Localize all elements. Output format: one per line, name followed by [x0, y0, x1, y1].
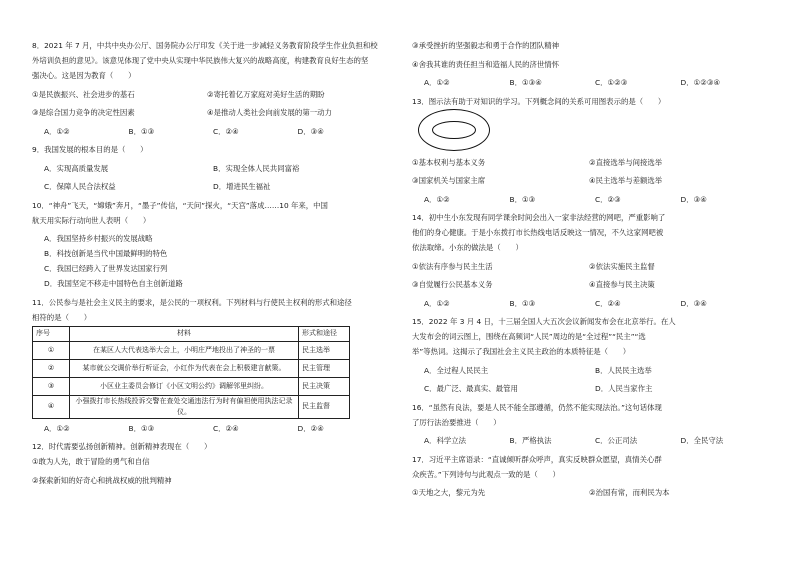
question-16-option-c: C．公正司法: [595, 436, 638, 445]
question-10-stem-line: 航天用实际行动向世人表明（ ）: [32, 215, 151, 225]
table-header-row: [33, 326, 350, 341]
question-13-option-a: A．①②: [424, 194, 450, 204]
question-12-option-a: A．①②: [424, 78, 450, 87]
question-13-item: ①基本权利与基本义务: [412, 157, 486, 167]
question-14-item: ③自觉履行公民基本义务: [412, 280, 493, 289]
table-cell: 在某区人大代表选举大会上，小明庄严地投出了神圣的一票: [70, 341, 299, 359]
question-11-option-a: A．①②: [44, 423, 70, 433]
question-17: [412, 454, 766, 499]
question-15-option-a: A．全过程人民民主: [424, 365, 489, 375]
question-13-option-d: D．③④: [680, 194, 707, 204]
question-13-option-b: B．①③: [509, 194, 536, 204]
question-10-option-d: D．我国坚定不移走中国特色自主创新道路: [44, 279, 183, 288]
question-16-option-a: A．科学立法: [424, 436, 467, 445]
table-row: [33, 359, 350, 377]
question-8: [32, 40, 382, 137]
question-10-option-a: A．我国坚持乡村振兴的发展战略: [44, 234, 153, 243]
question-9-option-c: C．保障人民合法权益: [44, 182, 116, 191]
table-row: [33, 377, 350, 395]
question-11-table: [32, 326, 350, 419]
question-15-stem-line: 大发布会的词云图上，围绕在高频词“人民”周边的是“全过程”“民主”“选: [412, 332, 646, 341]
question-17-item: ②治国有常，而利民为本: [589, 488, 670, 497]
question-16-option-b: B．严格执法: [509, 436, 552, 445]
table-header-cell: 序号: [33, 326, 70, 341]
table-cell: 某市就公交调价举行听证会，小红作为代表在会上积极建言献策。: [70, 359, 299, 377]
question-12-item: ①敢为人先，敢于冒险的勇气和自信: [32, 457, 150, 466]
question-13-option-c: C．②③: [595, 194, 621, 204]
question-14-option-d: D．③④: [680, 298, 707, 308]
nested-ellipses-diagram: [418, 109, 490, 153]
question-9: [32, 144, 382, 192]
question-17-stem-line: 众疾苦。”下列诗句与此观点一致的是（ ）: [412, 469, 560, 479]
question-10: [32, 200, 382, 290]
question-14-stem-line: 他们的身心健康。于是小东拨打市长热线电话反映这一情况，不久这家网吧被: [412, 228, 664, 237]
question-14-option-c: C．②④: [595, 298, 621, 308]
question-10-stem-line: 10．“神舟”飞天，“嫦娥”奔月，“墨子”传信，“天问”探火，“天宫”落成……10 年来，中国: [32, 200, 328, 210]
question-9-option-d: D．增进民生福祉: [213, 182, 271, 191]
question-12-option-c: C．①②③: [595, 78, 628, 87]
question-16-stem-line: 16．“虽然有良法，要是人民不能全部遵循，仍然不能实现法治。”这句话体现: [412, 402, 662, 412]
question-8-stem-line: 外培训负担的意见》。该意见体现了党中央从实现中华民族伟大复兴的战略高度，构建教育良好生态的坚: [32, 56, 369, 65]
question-15-stem-line: 15．2022 年 3 月 4 日，十三届全国人大五次会议新闻发布会在北京举行。在人: [412, 317, 676, 326]
table-cell: ③: [33, 377, 70, 395]
question-11-option-d: D．②④: [297, 423, 324, 433]
table-cell: 民主管理: [299, 359, 350, 377]
question-13-item: ④民主选举与差额选举: [589, 176, 663, 185]
question-12-item: ②探索新知的好奇心和挑战权威的批判精神: [32, 475, 172, 485]
question-8-item: ②寄托着亿万家庭对美好生活的期盼: [207, 89, 325, 99]
question-9-option-a: A．实现高质量发展: [44, 163, 109, 173]
question-9-stem: 9．我国发展的根本目的是（ ）: [32, 145, 148, 154]
table-cell: 小区业主委员会修订《小区文明公约》调解邻里纠纷。: [70, 377, 299, 395]
question-10-option-b: B．科技创新是当代中国最鲜明的特色: [44, 249, 168, 258]
question-8-stem-line: 8．2021 年 7 月，中共中央办公厅、国务院办公厅印发《关于进一步减轻义务教育阶段学生作业负担和校: [32, 41, 378, 50]
table-cell: 民主决策: [299, 377, 350, 395]
question-11: [32, 297, 382, 434]
question-16-stem-line: 了厉行法治要推进（ ）: [412, 417, 501, 427]
question-15-option-b: B．人民民主选举: [595, 365, 652, 375]
question-14-item: ④直接参与民主决策: [589, 280, 655, 289]
question-12-item: ③承受挫折的坚强毅志和勇于合作的团队精神: [412, 41, 560, 50]
question-11-option-c: C．②④: [213, 423, 239, 433]
question-8-option-d: D．③④: [297, 126, 324, 136]
question-13-stem: 13．图示法有助于对知识的学习。下列概念间的关系可用图表示的是（ ）: [412, 96, 666, 106]
question-10-option-c: C．我国已经跨入了世界发达国家行列: [44, 264, 168, 273]
question-14-stem-line: 依法取缔。小东的做法是（ ）: [412, 243, 523, 252]
question-13-item: ③国家机关与国家主席: [412, 176, 486, 185]
question-8-item: ①是民族振兴、社会进步的基石: [32, 89, 135, 99]
question-8-option-c: C．②④: [213, 126, 239, 136]
table-cell: 民主监督: [299, 395, 350, 418]
question-11-option-b: B．①③: [128, 423, 155, 433]
question-12-continued: [412, 40, 766, 88]
table-header-cell: 材料: [70, 326, 299, 341]
question-8-stem-line: 强决心。这是因为教育（ ）: [32, 71, 136, 80]
question-12: [32, 441, 382, 486]
question-15-option-d: D．人民当家作主: [595, 384, 653, 393]
table-cell: ④: [33, 395, 70, 418]
question-8-item: ④是推动人类社会向前发展的第一动力: [207, 108, 332, 117]
question-12-stem: 12．时代需要弘扬创新精神。创新精神表现在（ ）: [32, 442, 212, 451]
question-8-item: ③是综合国力竞争的决定性因素: [32, 108, 135, 117]
question-13: [412, 96, 766, 205]
table-row: [33, 395, 350, 418]
table-cell: 小强拨打市长热线投诉交警在查处交通违法行为时有偏袒使用执法记录仪。: [70, 395, 299, 418]
question-13-item: ②直接选举与间接选举: [589, 157, 663, 167]
right-column: [412, 40, 766, 498]
question-8-option-b: B．①③: [128, 126, 155, 136]
left-column: [32, 40, 382, 486]
table-header-cell: 形式和途径: [299, 326, 350, 341]
question-17-stem-line: 17．习近平主席语录：“直诚倾听群众呼声，真实反映群众愿望，真情关心群: [412, 454, 662, 464]
question-16: [412, 402, 766, 447]
question-11-stem-line: 相符的是（ ）: [32, 312, 92, 322]
question-14-item: ②依法实施民主监督: [589, 261, 655, 271]
question-14-stem-line: 14．初中生小东发现有同学课余时间会出入一家非法经营的网吧，严重影响了: [412, 213, 666, 222]
question-16-option-d: D．全民守法: [680, 436, 724, 445]
question-9-option-b: B．实现全体人民共同富裕: [213, 163, 300, 173]
question-12-option-d: D．①②③④: [680, 78, 721, 87]
question-15-stem-line: 举”等热词。这揭示了我国社会主义民主政治的本质特征是（ ）: [412, 347, 631, 356]
question-14: [412, 212, 766, 309]
inner-ellipse: [432, 121, 476, 139]
table-cell: 民主选举: [299, 341, 350, 359]
table-cell: ①: [33, 341, 70, 359]
question-17-item: ①天地之大，黎元为先: [412, 488, 486, 497]
question-14-option-a: A．①②: [424, 298, 450, 308]
question-15: [412, 316, 766, 394]
table-cell: ②: [33, 359, 70, 377]
question-12-option-b: B．①③④: [509, 78, 542, 87]
table-row: [33, 341, 350, 359]
question-12-item: ④舍我其谁的责任担当和造福人民的济世情怀: [412, 59, 560, 69]
question-14-option-b: B．①③: [509, 298, 536, 308]
question-14-item: ①依法有序参与民主生活: [412, 261, 493, 271]
question-8-option-a: A．①②: [44, 126, 70, 136]
question-11-stem-line: 11．公民参与是社会主义民主的要求，是公民的一项权利。下列材料与行使民主权利的形式和途径: [32, 297, 352, 307]
question-15-option-c: C．最广泛、最真实、最管用: [424, 384, 518, 393]
